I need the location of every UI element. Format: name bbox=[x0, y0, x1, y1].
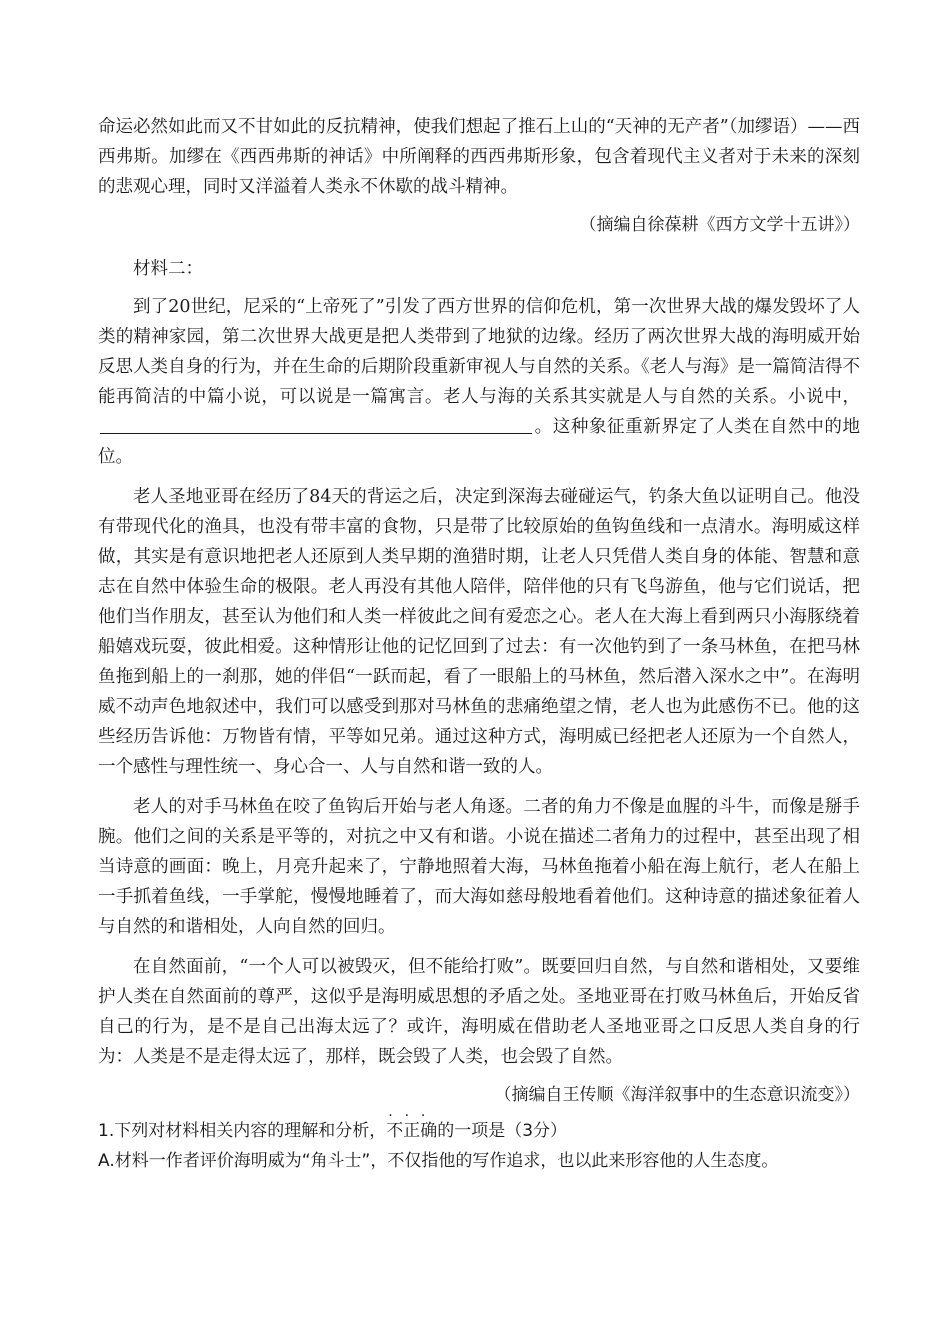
material-one-tail-paragraph: 命运必然如此而又不甘如此的反抗精神，使我们想起了推石上山的“天神的无产者”（加缪语）——西西弗斯。加缪在《西西弗斯的神话》中所阐释的西西弗斯形象，包含着现代主义者对于未来的深刻的悲观心理，同时又洋溢着人类永不休歇的战斗精神。 bbox=[98, 117, 860, 197]
question-1-stem-before: 1.下列对材料相关内容的理解和分析， bbox=[98, 1121, 387, 1141]
document-page bbox=[98, 112, 860, 1176]
paragraph-1-before-blank: 到了20世纪，尼采的“上帝死了”引发了西方世界的信仰危机，第一次世界大战的爆发毁坏了人类的精神家园，第二次世界大战更是把人类带到了地狱的边缘。经历了两次世界大战的海明威开始反思人类自身的行为，并在生命的后期阶段重新审视人与自然的关系。《老人与海》是一篇简洁得不能再简洁的中篇小说，可以说是一篇寓言。老人与海的关系其实就是人与自然的关系。小说中， bbox=[98, 297, 860, 407]
question-1-option-a: A.材料一作者评价海明威为“角斗士”，不仅指他的写作追求，也以此来形容他的人生态度。 bbox=[98, 1151, 779, 1171]
material-one-source: （摘编自徐葆耕《西方文学十五讲》） bbox=[579, 215, 860, 235]
material-two-paragraph-1 bbox=[98, 292, 860, 472]
material-two-source: （摘编自王传顺《海洋叙事中的生态意识流变》） bbox=[494, 1085, 860, 1105]
question-1-stem bbox=[98, 1116, 860, 1146]
material-two-paragraph-2: 老人圣地亚哥在经历了84天的背运之后，决定到深海去碰碰运气，钓条大鱼以证明自己。他没有带现代化的渔具，也没有带丰富的食物，只是带了比较原始的鱼钩鱼线和一点清水。海明威这样做，其实是有意识地把老人还原到人类早期的渔猎时期，让老人只凭借人类自身的体能、智慧和意志在自然中体验生命的极限。老人再没有其他人陪伴，陪伴他的只有飞鸟游鱼，他与它们说话，把他们当作朋友，甚至认为他们和人类一样彼此之间有爱恋之心。老人在大海上看到两只小海豚绕着船嬉戏玩耍，彼此相爱。这种情形让他的记忆回到了过去：有一次他钓到了一条马林鱼，在把马林鱼拖到船上的一刹那，她的伴侣“一跃而起，看了一眼船上的马林鱼，然后潜入深水之中”。在海明威不动声色地叙述中，我们可以感受到那对马林鱼的悲痛绝望之情，老人也为此感伤不已。他的这些经历告诉他：万物皆有情，平等如兄弟。通过这种方式，海明威已经把老人还原为一个自然人，一个感性与理性统一、身心合一、人与自然和谐一致的人。 bbox=[98, 487, 860, 777]
material-two-paragraph-3: 老人的对手马林鱼在咬了鱼钩后开始与老人角逐。二者的角力不像是血腥的斗牛，而像是掰手腕。他们之间的关系是平等的，对抗之中又有和谐。小说在描述二者角力的过程中，甚至出现了相当诗意的画面：晚上，月亮升起来了，宁静地照着大海，马林鱼拖着小船在海上航行，老人在船上一手抓着鱼线，一手掌舵，慢慢地睡着了，而大海如慈母般地看着他们。这种诗意的描述象征着人与自然的和谐相处，人向自然的回归。 bbox=[98, 797, 860, 937]
fill-in-blank-line bbox=[100, 415, 532, 434]
question-1-stem-after: 的一项是（3分） bbox=[437, 1121, 568, 1141]
question-1-emphasis: · · · 不正确 bbox=[386, 1116, 437, 1146]
material-two-paragraph-4: 在自然面前，“一个人可以被毁灭，但不能给打败”。既要回归自然，与自然和谐相处，又要维护人类在自然面前的尊严，这似乎是海明威思想的矛盾之处。圣地亚哥在打败马林鱼后，开始反省自己的行为，是不是自己出海太远了？或许，海明威在借助老人圣地亚哥之口反思人类自身的行为：人类是不是走得太远了，那样，既会毁了人类，也会毁了自然。 bbox=[98, 957, 860, 1067]
material-two-heading: 材料二： bbox=[133, 259, 203, 279]
paragraph-1-after-blank: 。这种象征重新界定了人类在自然中的地位。 bbox=[98, 417, 860, 467]
